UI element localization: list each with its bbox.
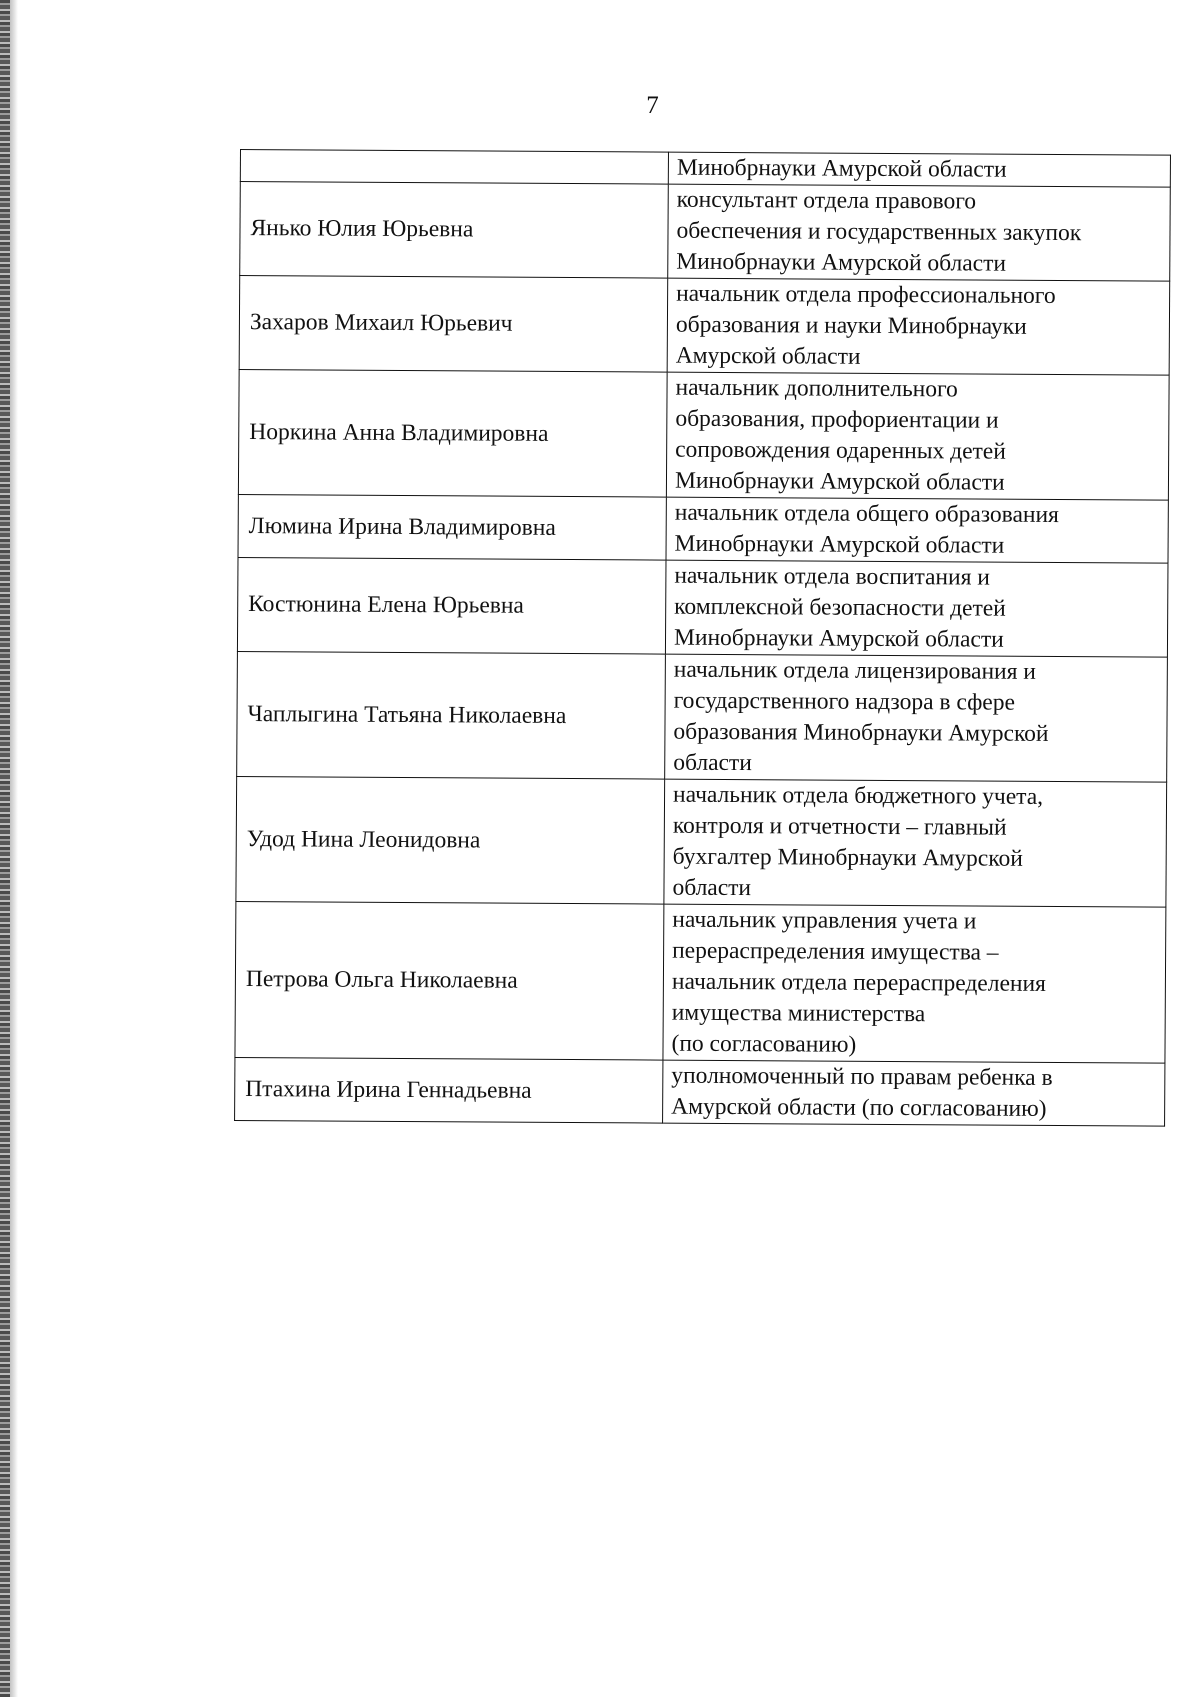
member-name: Птахина Ирина Геннадьевна: [235, 1057, 663, 1123]
table-row: [238, 369, 1169, 500]
member-position: начальник отдела воспитания и комплексной безопасности детей Минобрнауки Амурской области: [665, 560, 1168, 657]
member-position: начальник отдела лицензирования и государственного надзора в сфере образования Минобрнауки Амурской области: [665, 654, 1168, 782]
member-name: Люмина Ирина Владимировна: [238, 494, 666, 560]
table-row: [235, 901, 1166, 1063]
member-position: Минобрнауки Амурской области: [668, 152, 1170, 187]
member-name: Норкина Анна Владимировна: [238, 369, 667, 497]
member-position: начальник отдела общего образования Минобрнауки Амурской области: [666, 497, 1168, 563]
table-row: [238, 494, 1168, 563]
table-row: [240, 182, 1171, 282]
table-row: [239, 276, 1170, 376]
members-table: [234, 149, 1171, 1127]
member-position: уполномоченный по правам ребенка в Амурской области (по согласованию): [663, 1060, 1165, 1126]
table-row: [237, 557, 1168, 657]
scan-edge-artifact: [0, 0, 10, 1697]
member-name: Петрова Ольга Николаевна: [235, 901, 664, 1060]
member-name: Чаплыгина Татьяна Николаевна: [237, 651, 666, 779]
member-position: начальник отдела профессионального образования и науки Минобрнауки Амурской области: [667, 278, 1170, 375]
member-position: начальник управления учета и перераспределения имущества – начальник отдела перераспределения имущества министерства (по согласованию): [663, 904, 1166, 1063]
table-row: [235, 1057, 1165, 1126]
member-name: Янько Юлия Юрьевна: [240, 182, 669, 279]
table-row: [236, 776, 1167, 907]
member-position: консультант отдела правового обеспечения и государственных закупок Минобрнауки Амурской области: [668, 184, 1171, 281]
scan-edge-shadow: [10, 0, 18, 1697]
page-number: 7: [646, 92, 659, 119]
member-name: Удод Нина Леонидовна: [236, 776, 665, 904]
member-position: начальник отдела бюджетного учета, контроля и отчетности – главный бухгалтер Минобрнауки Амурской области: [664, 779, 1167, 907]
table-row: [237, 651, 1168, 782]
member-name: Костюнина Елена Юрьевна: [237, 557, 666, 654]
member-name: [240, 150, 668, 185]
member-position: начальник дополнительного образования, профориентации и сопровождения одаренных детей Минобрнауки Амурской области: [666, 372, 1169, 500]
member-name: Захаров Михаил Юрьевич: [239, 276, 668, 373]
